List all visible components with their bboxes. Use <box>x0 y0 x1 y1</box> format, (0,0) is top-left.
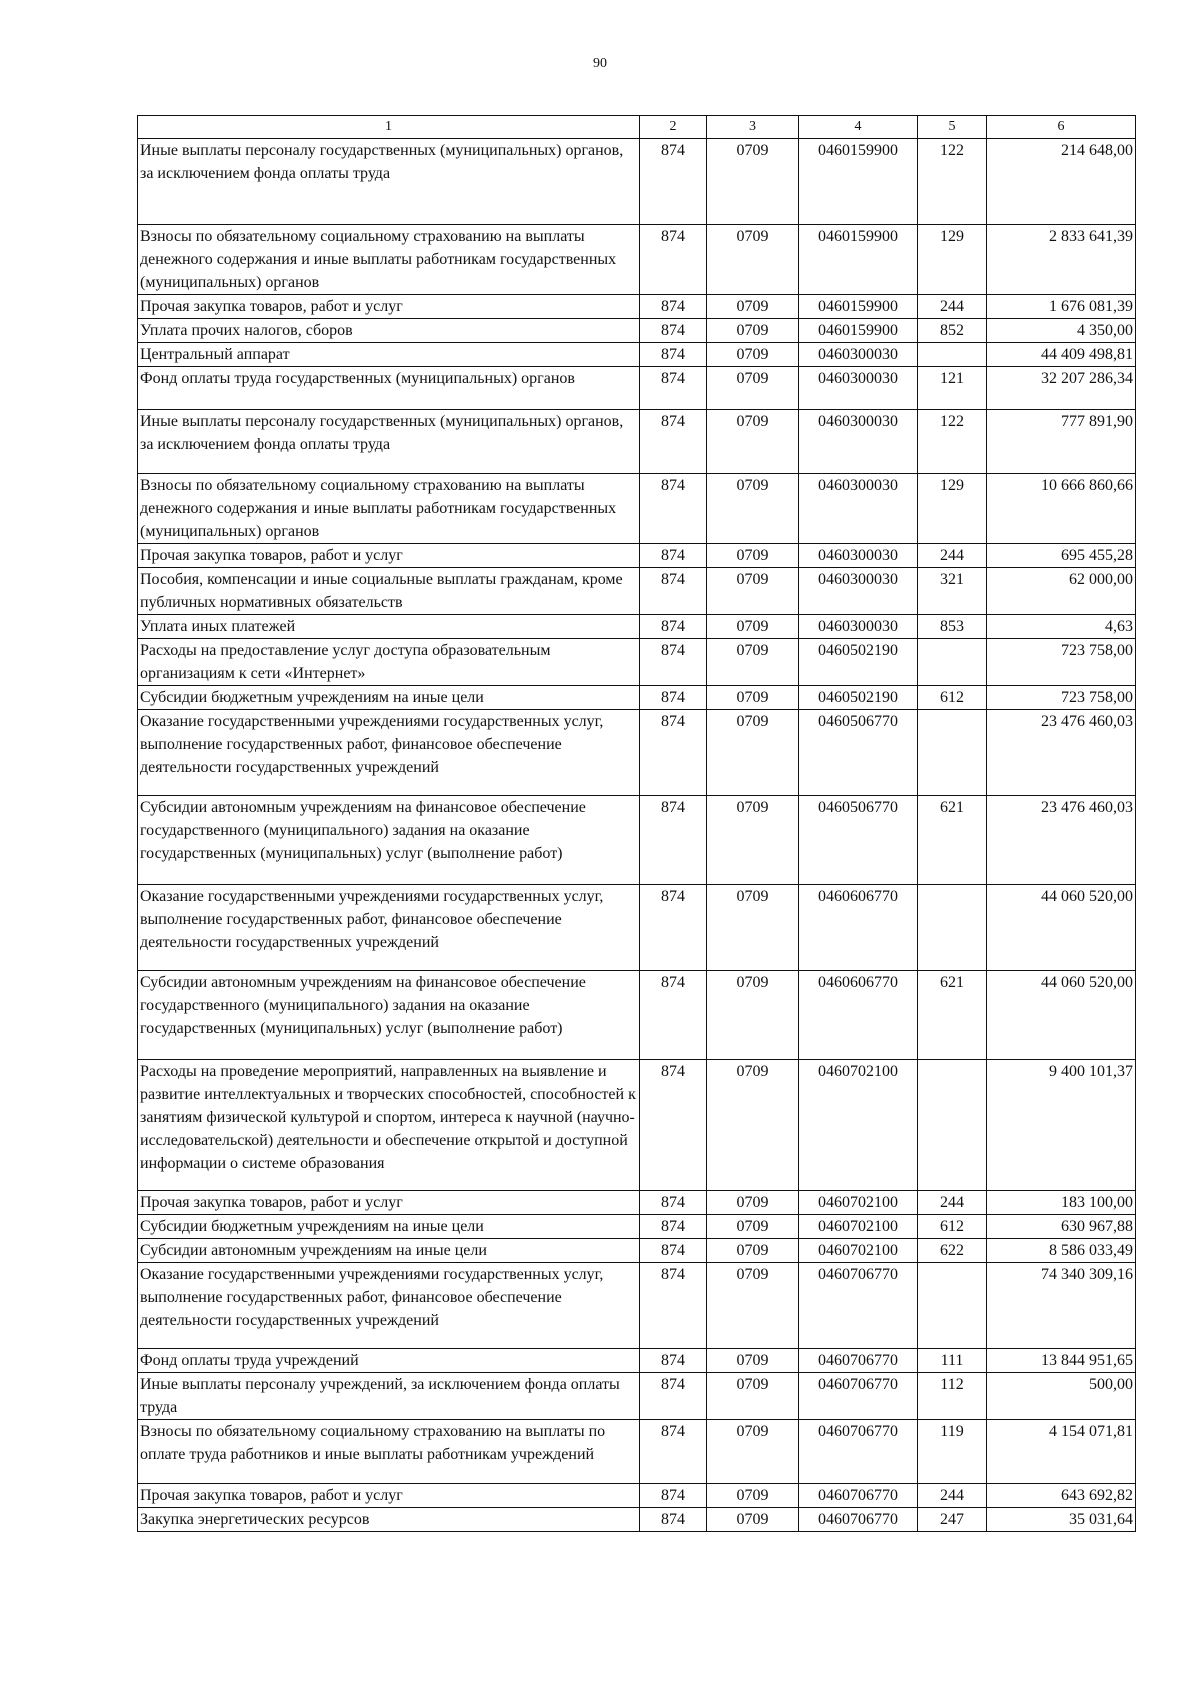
table-row <box>138 568 1136 615</box>
row-amount-cell: 695 455,28 <box>987 544 1136 568</box>
row-grbs-cell: 874 <box>640 1508 707 1532</box>
table-row <box>138 1508 1136 1532</box>
row-amount-cell: 23 476 460,03 <box>987 710 1136 796</box>
row-grbs-cell: 874 <box>640 295 707 319</box>
table-row <box>138 1349 1136 1373</box>
table-row <box>138 710 1136 796</box>
row-name-cell: Центральный аппарат <box>138 343 640 367</box>
row-vr-cell: 622 <box>918 1239 987 1263</box>
row-vr-cell: 852 <box>918 319 987 343</box>
row-amount-cell: 9 400 101,37 <box>987 1060 1136 1191</box>
row-name-cell: Прочая закупка товаров, работ и услуг <box>138 544 640 568</box>
row-vr-cell: 111 <box>918 1349 987 1373</box>
row-grbs-cell: 874 <box>640 686 707 710</box>
column-header-1: 1 <box>138 116 640 139</box>
row-section-cell: 0709 <box>707 1373 799 1420</box>
table-row <box>138 1484 1136 1508</box>
row-name-cell: Оказание государственными учреждениями государственных услуг, выполнение государственных работ, финансовое обеспечение деятельности государственных учреждений <box>138 885 640 971</box>
row-grbs-cell: 874 <box>640 639 707 686</box>
row-target-cell: 0460300030 <box>799 544 918 568</box>
row-section-cell: 0709 <box>707 474 799 544</box>
row-target-cell: 0460159900 <box>799 295 918 319</box>
table-row <box>138 474 1136 544</box>
row-grbs-cell: 874 <box>640 1349 707 1373</box>
row-grbs-cell: 874 <box>640 1420 707 1484</box>
row-amount-cell: 44 060 520,00 <box>987 971 1136 1060</box>
row-grbs-cell: 874 <box>640 343 707 367</box>
row-vr-cell: 129 <box>918 225 987 295</box>
row-target-cell: 0460706770 <box>799 1508 918 1532</box>
row-vr-cell: 119 <box>918 1420 987 1484</box>
column-header-2: 2 <box>640 116 707 139</box>
row-target-cell: 0460706770 <box>799 1373 918 1420</box>
row-name-cell: Субсидии бюджетным учреждениям на иные цели <box>138 686 640 710</box>
row-grbs-cell: 874 <box>640 1215 707 1239</box>
row-target-cell: 0460702100 <box>799 1191 918 1215</box>
row-name-cell: Закупка энергетических ресурсов <box>138 1508 640 1532</box>
row-target-cell: 0460706770 <box>799 1349 918 1373</box>
row-grbs-cell: 874 <box>640 367 707 410</box>
row-vr-cell <box>918 639 987 686</box>
row-amount-cell: 44 409 498,81 <box>987 343 1136 367</box>
row-grbs-cell: 874 <box>640 568 707 615</box>
row-section-cell: 0709 <box>707 710 799 796</box>
row-vr-cell: 621 <box>918 796 987 885</box>
row-name-cell: Субсидии автономным учреждениям на иные цели <box>138 1239 640 1263</box>
row-name-cell: Уплата прочих налогов, сборов <box>138 319 640 343</box>
row-section-cell: 0709 <box>707 971 799 1060</box>
table-row <box>138 885 1136 971</box>
row-grbs-cell: 874 <box>640 1484 707 1508</box>
table-row <box>138 1373 1136 1420</box>
row-name-cell: Прочая закупка товаров, работ и услуг <box>138 295 640 319</box>
row-amount-cell: 13 844 951,65 <box>987 1349 1136 1373</box>
row-grbs-cell: 874 <box>640 139 707 225</box>
table-row <box>138 544 1136 568</box>
row-section-cell: 0709 <box>707 686 799 710</box>
row-name-cell: Субсидии автономным учреждениям на финансовое обеспечение государственного (муниципального) задания на оказание государственных (муниципальных) услуг (выполнение работ) <box>138 796 640 885</box>
row-vr-cell <box>918 710 987 796</box>
row-amount-cell: 4 154 071,81 <box>987 1420 1136 1484</box>
row-target-cell: 0460702100 <box>799 1239 918 1263</box>
table-row <box>138 1191 1136 1215</box>
row-grbs-cell: 874 <box>640 1373 707 1420</box>
table-row <box>138 367 1136 410</box>
row-vr-cell: 244 <box>918 1484 987 1508</box>
row-grbs-cell: 874 <box>640 319 707 343</box>
table-row <box>138 796 1136 885</box>
table-row <box>138 295 1136 319</box>
page-number: 90 <box>593 56 607 71</box>
row-grbs-cell: 874 <box>640 1060 707 1191</box>
row-section-cell: 0709 <box>707 139 799 225</box>
row-amount-cell: 10 666 860,66 <box>987 474 1136 544</box>
row-target-cell: 0460702100 <box>799 1060 918 1191</box>
row-amount-cell: 643 692,82 <box>987 1484 1136 1508</box>
row-target-cell: 0460702100 <box>799 1215 918 1239</box>
row-grbs-cell: 874 <box>640 410 707 474</box>
table-row <box>138 615 1136 639</box>
row-name-cell: Прочая закупка товаров, работ и услуг <box>138 1484 640 1508</box>
row-name-cell: Оказание государственными учреждениями государственных услуг, выполнение государственных работ, финансовое обеспечение деятельности государственных учреждений <box>138 710 640 796</box>
row-amount-cell: 23 476 460,03 <box>987 796 1136 885</box>
row-name-cell: Иные выплаты персоналу государственных (муниципальных) органов, за исключением фонда оплаты труда <box>138 139 640 225</box>
table-row <box>138 1263 1136 1349</box>
row-name-cell: Субсидии бюджетным учреждениям на иные цели <box>138 1215 640 1239</box>
table-row <box>138 1420 1136 1484</box>
row-section-cell: 0709 <box>707 1508 799 1532</box>
column-header-5: 5 <box>918 116 987 139</box>
row-vr-cell: 244 <box>918 544 987 568</box>
row-vr-cell <box>918 343 987 367</box>
row-target-cell: 0460706770 <box>799 1484 918 1508</box>
row-grbs-cell: 874 <box>640 615 707 639</box>
row-amount-cell: 214 648,00 <box>987 139 1136 225</box>
row-section-cell: 0709 <box>707 639 799 686</box>
table-row <box>138 1239 1136 1263</box>
row-vr-cell: 612 <box>918 686 987 710</box>
row-name-cell: Оказание государственными учреждениями государственных услуг, выполнение государственных работ, финансовое обеспечение деятельности государственных учреждений <box>138 1263 640 1349</box>
row-amount-cell: 1 676 081,39 <box>987 295 1136 319</box>
row-name-cell: Взносы по обязательному социальному страхованию на выплаты денежного содержания и иные выплаты работникам государственных (муниципальных) органов <box>138 225 640 295</box>
table-row <box>138 1215 1136 1239</box>
column-header-3: 3 <box>707 116 799 139</box>
row-target-cell: 0460300030 <box>799 410 918 474</box>
row-vr-cell: 121 <box>918 367 987 410</box>
row-amount-cell: 4,63 <box>987 615 1136 639</box>
row-grbs-cell: 874 <box>640 1263 707 1349</box>
row-section-cell: 0709 <box>707 796 799 885</box>
table-row <box>138 971 1136 1060</box>
row-section-cell: 0709 <box>707 1060 799 1191</box>
row-amount-cell: 35 031,64 <box>987 1508 1136 1532</box>
table-row <box>138 639 1136 686</box>
row-target-cell: 0460606770 <box>799 885 918 971</box>
row-vr-cell: 112 <box>918 1373 987 1420</box>
row-grbs-cell: 874 <box>640 796 707 885</box>
column-header-6: 6 <box>987 116 1136 139</box>
row-name-cell: Пособия, компенсации и иные социальные выплаты гражданам, кроме публичных нормативных обязательств <box>138 568 640 615</box>
row-section-cell: 0709 <box>707 1263 799 1349</box>
row-grbs-cell: 874 <box>640 544 707 568</box>
table-row <box>138 139 1136 225</box>
row-section-cell: 0709 <box>707 295 799 319</box>
row-vr-cell: 321 <box>918 568 987 615</box>
row-amount-cell: 723 758,00 <box>987 639 1136 686</box>
row-amount-cell: 2 833 641,39 <box>987 225 1136 295</box>
row-vr-cell <box>918 1263 987 1349</box>
budget-table <box>137 115 1136 1532</box>
row-section-cell: 0709 <box>707 343 799 367</box>
row-target-cell: 0460506770 <box>799 796 918 885</box>
row-section-cell: 0709 <box>707 1191 799 1215</box>
row-vr-cell: 244 <box>918 295 987 319</box>
row-amount-cell: 62 000,00 <box>987 568 1136 615</box>
row-grbs-cell: 874 <box>640 474 707 544</box>
row-grbs-cell: 874 <box>640 710 707 796</box>
row-target-cell: 0460706770 <box>799 1420 918 1484</box>
row-vr-cell: 122 <box>918 139 987 225</box>
row-amount-cell: 4 350,00 <box>987 319 1136 343</box>
row-section-cell: 0709 <box>707 615 799 639</box>
row-grbs-cell: 874 <box>640 225 707 295</box>
row-section-cell: 0709 <box>707 1349 799 1373</box>
row-vr-cell: 612 <box>918 1215 987 1239</box>
row-target-cell: 0460300030 <box>799 615 918 639</box>
row-section-cell: 0709 <box>707 225 799 295</box>
row-vr-cell: 853 <box>918 615 987 639</box>
row-name-cell: Взносы по обязательному социальному страхованию на выплаты по оплате труда работников и иные выплаты работникам учреждений <box>138 1420 640 1484</box>
row-name-cell: Фонд оплаты труда учреждений <box>138 1349 640 1373</box>
row-amount-cell: 8 586 033,49 <box>987 1239 1136 1263</box>
row-target-cell: 0460159900 <box>799 225 918 295</box>
row-target-cell: 0460300030 <box>799 343 918 367</box>
row-amount-cell: 32 207 286,34 <box>987 367 1136 410</box>
row-section-cell: 0709 <box>707 319 799 343</box>
table-row <box>138 343 1136 367</box>
column-header-4: 4 <box>799 116 918 139</box>
row-vr-cell: 129 <box>918 474 987 544</box>
row-target-cell: 0460506770 <box>799 710 918 796</box>
row-section-cell: 0709 <box>707 410 799 474</box>
table-body <box>138 139 1136 1532</box>
row-target-cell: 0460300030 <box>799 474 918 544</box>
row-name-cell: Прочая закупка товаров, работ и услуг <box>138 1191 640 1215</box>
table-row <box>138 686 1136 710</box>
row-name-cell: Субсидии автономным учреждениям на финансовое обеспечение государственного (муниципального) задания на оказание государственных (муниципальных) услуг (выполнение работ) <box>138 971 640 1060</box>
row-amount-cell: 723 758,00 <box>987 686 1136 710</box>
row-vr-cell: 247 <box>918 1508 987 1532</box>
table-row <box>138 410 1136 474</box>
row-amount-cell: 74 340 309,16 <box>987 1263 1136 1349</box>
row-amount-cell: 500,00 <box>987 1373 1136 1420</box>
row-amount-cell: 630 967,88 <box>987 1215 1136 1239</box>
row-section-cell: 0709 <box>707 544 799 568</box>
row-target-cell: 0460502190 <box>799 639 918 686</box>
row-amount-cell: 183 100,00 <box>987 1191 1136 1215</box>
row-name-cell: Уплата иных платежей <box>138 615 640 639</box>
row-target-cell: 0460606770 <box>799 971 918 1060</box>
row-target-cell: 0460300030 <box>799 568 918 615</box>
row-section-cell: 0709 <box>707 1484 799 1508</box>
table-row <box>138 1060 1136 1191</box>
table-row <box>138 319 1136 343</box>
row-target-cell: 0460502190 <box>799 686 918 710</box>
row-target-cell: 0460159900 <box>799 139 918 225</box>
row-grbs-cell: 874 <box>640 1191 707 1215</box>
row-amount-cell: 44 060 520,00 <box>987 885 1136 971</box>
row-section-cell: 0709 <box>707 1239 799 1263</box>
row-grbs-cell: 874 <box>640 1239 707 1263</box>
table-row <box>138 225 1136 295</box>
row-vr-cell <box>918 1060 987 1191</box>
row-target-cell: 0460300030 <box>799 367 918 410</box>
row-vr-cell: 122 <box>918 410 987 474</box>
row-section-cell: 0709 <box>707 1215 799 1239</box>
row-target-cell: 0460706770 <box>799 1263 918 1349</box>
row-vr-cell: 621 <box>918 971 987 1060</box>
row-section-cell: 0709 <box>707 885 799 971</box>
row-vr-cell: 244 <box>918 1191 987 1215</box>
header-row <box>138 116 1136 139</box>
row-name-cell: Фонд оплаты труда государственных (муниципальных) органов <box>138 367 640 410</box>
row-amount-cell: 777 891,90 <box>987 410 1136 474</box>
row-section-cell: 0709 <box>707 1420 799 1484</box>
row-target-cell: 0460159900 <box>799 319 918 343</box>
row-name-cell: Иные выплаты персоналу учреждений, за исключением фонда оплаты труда <box>138 1373 640 1420</box>
row-name-cell: Иные выплаты персоналу государственных (муниципальных) органов, за исключением фонда оплаты труда <box>138 410 640 474</box>
row-vr-cell <box>918 885 987 971</box>
row-name-cell: Расходы на проведение мероприятий, направленных на выявление и развитие интеллектуальных и творческих способностей, способностей к занятиям физической культурой и спортом, интереса к научной (научно-исследовательской) деятельности и обеспечение открытой и доступной информации о системе образования <box>138 1060 640 1191</box>
row-name-cell: Взносы по обязательному социальному страхованию на выплаты денежного содержания и иные выплаты работникам государственных (муниципальных) органов <box>138 474 640 544</box>
row-name-cell: Расходы на предоставление услуг доступа образовательным организациям к сети «Интернет» <box>138 639 640 686</box>
row-section-cell: 0709 <box>707 568 799 615</box>
row-grbs-cell: 874 <box>640 885 707 971</box>
row-section-cell: 0709 <box>707 367 799 410</box>
row-grbs-cell: 874 <box>640 971 707 1060</box>
